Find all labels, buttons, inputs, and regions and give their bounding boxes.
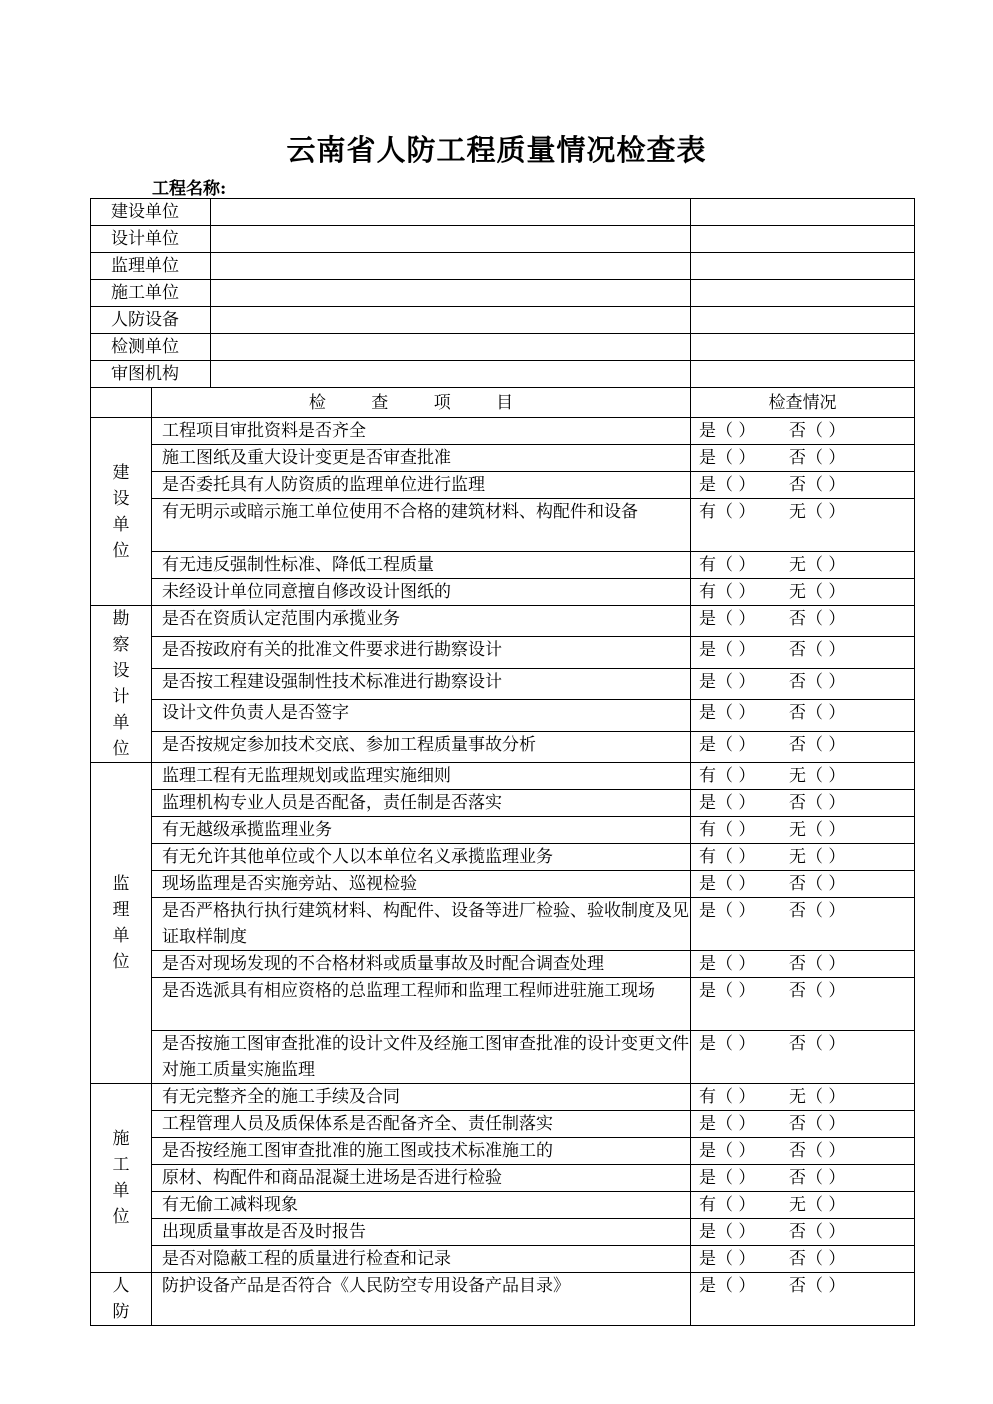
table-row <box>91 817 915 844</box>
option-no-checkbox[interactable]: 否（ ） <box>789 734 846 755</box>
table-row <box>91 1246 915 1273</box>
option-yes-checkbox[interactable]: 是（ ） <box>699 448 756 468</box>
category-cell <box>91 1273 152 1326</box>
check-item-text: 是否按规定参加技术交底、参加工程质量事故分析 <box>152 731 691 762</box>
check-status-cell <box>691 579 915 606</box>
option-yes-checkbox[interactable]: 有（ ） <box>699 847 756 867</box>
check-status-cell <box>691 1165 915 1192</box>
check-item-text: 有无完整齐全的施工手续及合同 <box>152 1084 691 1111</box>
table-row <box>91 1165 915 1192</box>
category-label: 监理单位 <box>112 874 130 972</box>
table-row <box>91 1031 915 1084</box>
info-value-field[interactable] <box>211 280 691 307</box>
category-cell <box>91 763 152 1084</box>
project-name-label: 工程名称: <box>152 179 227 199</box>
option-no-checkbox[interactable]: 无（ ） <box>789 502 846 522</box>
check-item-text: 有无越级承揽监理业务 <box>152 817 691 844</box>
check-status-cell <box>691 1138 915 1165</box>
check-item-text: 原材、构配件和商品混凝土进场是否进行检验 <box>152 1165 691 1192</box>
info-label: 检测单位 <box>91 334 211 361</box>
check-item-text: 有无明示或暗示施工单位使用不合格的建筑材料、构配件和设备 <box>152 499 691 552</box>
option-no-checkbox[interactable]: 否（ ） <box>789 981 846 1001</box>
table-row <box>91 1111 915 1138</box>
option-no-checkbox[interactable]: 否（ ） <box>789 421 846 441</box>
check-status-cell <box>691 844 915 871</box>
option-no-checkbox[interactable]: 否（ ） <box>789 1168 846 1188</box>
option-yes-checkbox[interactable]: 是（ ） <box>699 1276 756 1296</box>
table-row <box>91 978 915 1031</box>
check-status-cell <box>691 445 915 472</box>
table-row <box>91 731 915 762</box>
info-row <box>91 307 915 334</box>
option-no-checkbox[interactable]: 无（ ） <box>789 766 846 786</box>
check-item-text: 是否在资质认定范围内承揽业务 <box>152 606 691 637</box>
check-item-text: 防护设备产品是否符合《人民防空专用设备产品目录》 <box>152 1273 691 1326</box>
info-label: 建设单位 <box>91 199 211 226</box>
info-value-field[interactable] <box>211 334 691 361</box>
table-row <box>91 606 915 637</box>
table-row <box>91 898 915 951</box>
header-check-status: 检查情况 <box>691 388 915 418</box>
option-no-checkbox[interactable]: 否（ ） <box>789 1114 846 1134</box>
table-row <box>91 418 915 445</box>
category-label: 施工单位 <box>112 1129 130 1227</box>
check-item-text: 有无允许其他单位或个人以本单位名义承揽监理业务 <box>152 844 691 871</box>
check-item-text: 出现质量事故是否及时报告 <box>152 1219 691 1246</box>
check-status-cell <box>691 790 915 817</box>
option-yes-checkbox[interactable]: 是（ ） <box>699 1034 756 1054</box>
check-item-text: 是否对现场发现的不合格材料或质量事故及时配合调查处理 <box>152 951 691 978</box>
info-label: 监理单位 <box>91 253 211 280</box>
info-extra-field[interactable] <box>691 307 915 334</box>
table-row <box>91 951 915 978</box>
info-label: 设计单位 <box>91 226 211 253</box>
option-yes-checkbox[interactable]: 是（ ） <box>699 793 756 813</box>
option-yes-checkbox[interactable]: 是（ ） <box>699 1114 756 1134</box>
category-label: 人防 <box>112 1276 130 1322</box>
table-row <box>91 1084 915 1111</box>
check-item-text: 监理机构专业人员是否配备，责任制是否落实 <box>152 790 691 817</box>
option-no-checkbox[interactable]: 否（ ） <box>789 448 846 468</box>
header-blank-cell <box>91 388 152 418</box>
info-value-field[interactable] <box>211 253 691 280</box>
option-no-checkbox[interactable]: 否（ ） <box>789 1034 846 1054</box>
table-row <box>91 668 915 699</box>
option-yes-checkbox[interactable]: 是（ ） <box>699 703 756 724</box>
option-yes-checkbox[interactable]: 是（ ） <box>699 1222 756 1242</box>
table-row <box>91 579 915 606</box>
table-row <box>91 1138 915 1165</box>
check-item-text: 是否按政府有关的批准文件要求进行勘察设计 <box>152 637 691 668</box>
option-no-checkbox[interactable]: 否（ ） <box>789 671 846 692</box>
table-row <box>91 763 915 790</box>
check-item-text: 现场监理是否实施旁站、巡视检验 <box>152 871 691 898</box>
check-status-cell <box>691 418 915 445</box>
page-title: 云南省人防工程质量情况检查表 <box>286 133 707 167</box>
option-yes-checkbox[interactable]: 是（ ） <box>699 640 756 661</box>
check-status-cell <box>691 499 915 552</box>
check-item-text: 监理工程有无监理规划或监理实施细则 <box>152 763 691 790</box>
info-extra-field[interactable] <box>691 361 915 388</box>
option-yes-checkbox[interactable]: 有（ ） <box>699 502 756 522</box>
category-cell <box>91 606 152 763</box>
check-status-cell <box>691 1273 915 1326</box>
option-yes-checkbox[interactable]: 是（ ） <box>699 981 756 1001</box>
option-yes-checkbox[interactable]: 是（ ） <box>699 1249 756 1269</box>
info-value-field[interactable] <box>211 199 691 226</box>
inspection-table <box>90 198 915 1326</box>
option-no-checkbox[interactable]: 否（ ） <box>789 1276 846 1296</box>
info-row <box>91 361 915 388</box>
category-cell <box>91 418 152 606</box>
table-row <box>91 700 915 731</box>
check-item-text: 是否按工程建设强制性技术标准进行勘察设计 <box>152 668 691 699</box>
option-no-checkbox[interactable]: 无（ ） <box>789 582 846 602</box>
check-item-text: 有无违反强制性标准、降低工程质量 <box>152 552 691 579</box>
table-row <box>91 499 915 552</box>
option-no-checkbox[interactable]: 无（ ） <box>789 847 846 867</box>
option-yes-checkbox[interactable]: 是（ ） <box>699 874 756 894</box>
info-value-field[interactable] <box>211 361 691 388</box>
option-yes-checkbox[interactable]: 是（ ） <box>699 609 756 629</box>
option-yes-checkbox[interactable]: 是（ ） <box>699 671 756 692</box>
option-no-checkbox[interactable]: 否（ ） <box>789 475 846 495</box>
info-label: 施工单位 <box>91 280 211 307</box>
option-no-checkbox[interactable]: 否（ ） <box>789 640 846 661</box>
info-row <box>91 226 915 253</box>
info-row <box>91 253 915 280</box>
option-yes-checkbox[interactable]: 是（ ） <box>699 901 756 921</box>
option-yes-checkbox[interactable]: 有（ ） <box>699 582 756 602</box>
check-item-text: 工程管理人员及质保体系是否配备齐全、责任制落实 <box>152 1111 691 1138</box>
option-yes-checkbox[interactable]: 是（ ） <box>699 1168 756 1188</box>
option-no-checkbox[interactable]: 无（ ） <box>789 1087 846 1107</box>
check-status-cell <box>691 898 915 951</box>
info-extra-field[interactable] <box>691 253 915 280</box>
check-status-cell <box>691 668 915 699</box>
check-item-text: 是否按施工图审查批准的设计文件及经施工图审查批准的设计变更文件对施工质量实施监理 <box>152 1031 691 1084</box>
option-yes-checkbox[interactable]: 是（ ） <box>699 475 756 495</box>
info-extra-field[interactable] <box>691 280 915 307</box>
option-no-checkbox[interactable]: 否（ ） <box>789 874 846 894</box>
option-yes-checkbox[interactable]: 是（ ） <box>699 954 756 974</box>
option-no-checkbox[interactable]: 否（ ） <box>789 793 846 813</box>
check-status-cell <box>691 731 915 762</box>
table-row <box>91 1273 915 1326</box>
option-yes-checkbox[interactable]: 有（ ） <box>699 1195 756 1215</box>
option-no-checkbox[interactable]: 否（ ） <box>789 1249 846 1269</box>
table-header <box>91 388 915 418</box>
check-status-cell <box>691 637 915 668</box>
info-label: 人防设备 <box>91 307 211 334</box>
table-row <box>91 472 915 499</box>
check-status-cell <box>691 472 915 499</box>
check-item-text: 设计文件负责人是否签字 <box>152 700 691 731</box>
info-extra-field[interactable] <box>691 199 915 226</box>
check-item-text: 工程项目审批资料是否齐全 <box>152 418 691 445</box>
option-no-checkbox[interactable]: 否（ ） <box>789 1222 846 1242</box>
option-yes-checkbox[interactable]: 有（ ） <box>699 766 756 786</box>
check-status-cell <box>691 1031 915 1084</box>
table-row <box>91 1219 915 1246</box>
check-item-text: 是否对隐蔽工程的质量进行检查和记录 <box>152 1246 691 1273</box>
check-status-cell <box>691 951 915 978</box>
option-no-checkbox[interactable]: 无（ ） <box>789 1195 846 1215</box>
check-item-text: 是否按经施工图审查批准的施工图或技术标准施工的 <box>152 1138 691 1165</box>
check-status-cell <box>691 606 915 637</box>
category-label: 建设单位 <box>112 462 130 561</box>
info-row <box>91 280 915 307</box>
category-label: 勘察设计单位 <box>112 609 130 759</box>
check-status-cell <box>691 552 915 579</box>
option-yes-checkbox[interactable]: 是（ ） <box>699 421 756 441</box>
check-item-text: 未经设计单位同意擅自修改设计图纸的 <box>152 579 691 606</box>
option-yes-checkbox[interactable]: 是（ ） <box>699 734 756 755</box>
option-yes-checkbox[interactable]: 有（ ） <box>699 555 756 575</box>
option-no-checkbox[interactable]: 否（ ） <box>789 609 846 629</box>
option-yes-checkbox[interactable]: 有（ ） <box>699 1087 756 1107</box>
check-item-text: 施工图纸及重大设计变更是否审查批准 <box>152 445 691 472</box>
check-item-text: 是否严格执行执行建筑材料、构配件、设备等进厂检验、验收制度及见证取样制度 <box>152 898 691 951</box>
option-no-checkbox[interactable]: 否（ ） <box>789 954 846 974</box>
info-extra-field[interactable] <box>691 226 915 253</box>
info-row <box>91 334 915 361</box>
option-no-checkbox[interactable]: 否（ ） <box>789 1141 846 1161</box>
check-status-cell <box>691 763 915 790</box>
table-row <box>91 790 915 817</box>
option-no-checkbox[interactable]: 否（ ） <box>789 901 846 921</box>
check-item-text: 是否选派具有相应资格的总监理工程师和监理工程师进驻施工现场 <box>152 978 691 1031</box>
info-extra-field[interactable] <box>691 334 915 361</box>
table-row <box>91 1192 915 1219</box>
option-yes-checkbox[interactable]: 是（ ） <box>699 1141 756 1161</box>
option-no-checkbox[interactable]: 无（ ） <box>789 820 846 840</box>
check-status-cell <box>691 871 915 898</box>
header-check-item: 检 查 项 目 <box>152 388 691 418</box>
check-status-cell <box>691 817 915 844</box>
option-no-checkbox[interactable]: 否（ ） <box>789 703 846 724</box>
check-item-text: 有无偷工减料现象 <box>152 1192 691 1219</box>
table-row <box>91 552 915 579</box>
table-row <box>91 637 915 668</box>
info-value-field[interactable] <box>211 307 691 334</box>
check-status-cell <box>691 1192 915 1219</box>
check-status-cell <box>691 1246 915 1273</box>
category-cell <box>91 1084 152 1273</box>
info-value-field[interactable] <box>211 226 691 253</box>
check-item-text: 是否委托具有人防资质的监理单位进行监理 <box>152 472 691 499</box>
info-row <box>91 199 915 226</box>
info-label: 审图机构 <box>91 361 211 388</box>
check-status-cell <box>691 1111 915 1138</box>
check-status-cell <box>691 1084 915 1111</box>
option-no-checkbox[interactable]: 无（ ） <box>789 555 846 575</box>
table-row <box>91 871 915 898</box>
check-status-cell <box>691 700 915 731</box>
option-yes-checkbox[interactable]: 有（ ） <box>699 820 756 840</box>
check-status-cell <box>691 1219 915 1246</box>
check-status-cell <box>691 978 915 1031</box>
table-row <box>91 844 915 871</box>
table-row <box>91 445 915 472</box>
